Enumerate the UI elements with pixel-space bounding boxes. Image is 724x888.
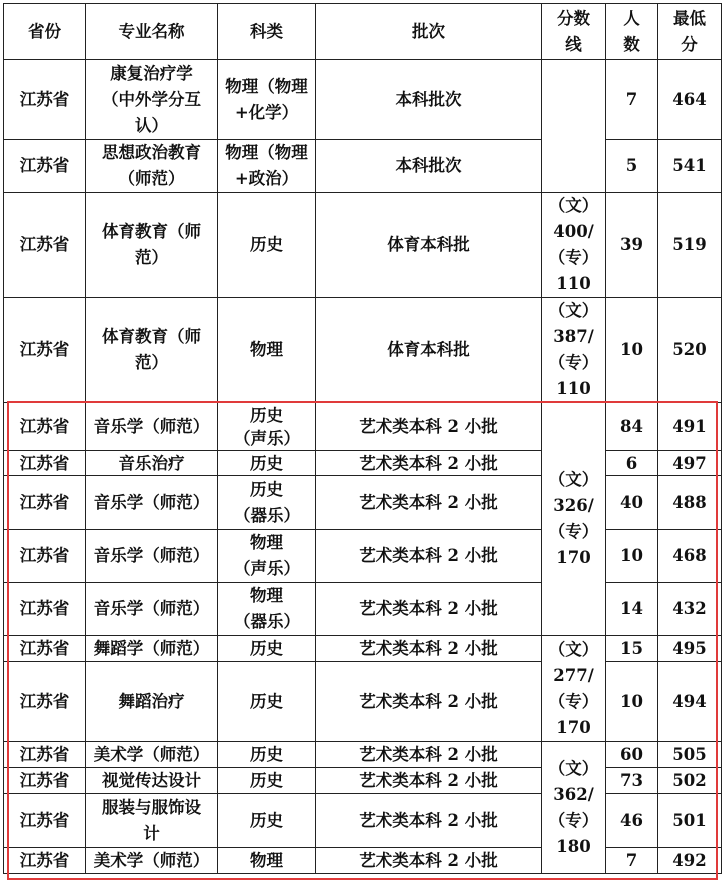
min-score-cell: 495 xyxy=(658,636,722,662)
province-cell: 江苏省 xyxy=(4,476,86,530)
province-cell: 江苏省 xyxy=(4,530,86,583)
province-cell: 江苏省 xyxy=(4,662,86,742)
batch-cell: 体育本科批 xyxy=(316,298,542,403)
header-min-score: 最低分 xyxy=(658,4,722,60)
min-score-cell: 541 xyxy=(658,140,722,193)
count-cell: 7 xyxy=(606,848,658,874)
score-line-cell: （文）387/（专）110 xyxy=(542,298,606,403)
major-cell: 服装与服饰设计 xyxy=(86,794,218,848)
batch-cell: 体育本科批 xyxy=(316,193,542,298)
batch-cell: 艺术类本科 2 小批 xyxy=(316,662,542,742)
table-row xyxy=(4,768,722,794)
count-cell: 7 xyxy=(606,60,658,140)
header-score-line: 分数线 xyxy=(542,4,606,60)
count-cell: 60 xyxy=(606,742,658,768)
major-cell: 舞蹈治疗 xyxy=(86,662,218,742)
table-row xyxy=(4,662,722,742)
category-cell: 历史 xyxy=(218,451,316,476)
score-line-cell-merged: （文）326/（专）170 xyxy=(542,403,606,636)
batch-cell: 艺术类本科 2 小批 xyxy=(316,636,542,662)
min-score-cell: 464 xyxy=(658,60,722,140)
major-cell: 视觉传达设计 xyxy=(86,768,218,794)
province-cell: 江苏省 xyxy=(4,768,86,794)
category-cell: 物理（物理+化学） xyxy=(218,60,316,140)
batch-cell: 艺术类本科 2 小批 xyxy=(316,530,542,583)
major-cell: 体育教育（师范） xyxy=(86,193,218,298)
table-row xyxy=(4,476,722,530)
min-score-cell: 494 xyxy=(658,662,722,742)
min-score-cell: 520 xyxy=(658,298,722,403)
count-cell: 15 xyxy=(606,636,658,662)
table-row xyxy=(4,193,722,298)
major-cell: 音乐学（师范） xyxy=(86,583,218,636)
count-cell: 14 xyxy=(606,583,658,636)
category-cell: 历史 xyxy=(218,662,316,742)
table-row xyxy=(4,298,722,403)
table-row xyxy=(4,636,722,662)
batch-cell: 艺术类本科 2 小批 xyxy=(316,768,542,794)
major-cell: 音乐学（师范） xyxy=(86,530,218,583)
count-cell: 39 xyxy=(606,193,658,298)
count-cell: 10 xyxy=(606,530,658,583)
category-cell: 历史（器乐） xyxy=(218,476,316,530)
header-count: 人数 xyxy=(606,4,658,60)
category-cell: 历史 xyxy=(218,794,316,848)
category-cell: 物理（声乐） xyxy=(218,530,316,583)
table-row xyxy=(4,140,722,193)
category-cell: 历史（声乐） xyxy=(218,403,316,451)
header-row xyxy=(4,4,722,60)
category-cell: 物理（物理+政治） xyxy=(218,140,316,193)
header-batch: 批次 xyxy=(316,4,542,60)
province-cell: 江苏省 xyxy=(4,193,86,298)
category-cell: 历史 xyxy=(218,193,316,298)
province-cell: 江苏省 xyxy=(4,636,86,662)
min-score-cell: 491 xyxy=(658,403,722,451)
table-row xyxy=(4,794,722,848)
province-cell: 江苏省 xyxy=(4,298,86,403)
table-row xyxy=(4,583,722,636)
category-cell: 历史 xyxy=(218,636,316,662)
province-cell: 江苏省 xyxy=(4,403,86,451)
major-cell: 美术学（师范） xyxy=(86,848,218,874)
major-cell: 体育教育（师范） xyxy=(86,298,218,403)
min-score-cell: 502 xyxy=(658,768,722,794)
batch-cell: 本科批次 xyxy=(316,60,542,140)
province-cell: 江苏省 xyxy=(4,794,86,848)
score-line-cell: （文）400/（专）110 xyxy=(542,193,606,298)
batch-cell: 本科批次 xyxy=(316,140,542,193)
score-line-cell-merged: （文）362/（专）180 xyxy=(542,742,606,874)
count-cell: 40 xyxy=(606,476,658,530)
province-cell: 江苏省 xyxy=(4,140,86,193)
batch-cell: 艺术类本科 2 小批 xyxy=(316,742,542,768)
table-row xyxy=(4,403,722,451)
major-cell: 美术学（师范） xyxy=(86,742,218,768)
min-score-cell: 492 xyxy=(658,848,722,874)
count-cell: 10 xyxy=(606,298,658,403)
min-score-cell: 497 xyxy=(658,451,722,476)
header-major: 专业名称 xyxy=(86,4,218,60)
category-cell: 物理 xyxy=(218,298,316,403)
count-cell: 5 xyxy=(606,140,658,193)
min-score-cell: 505 xyxy=(658,742,722,768)
batch-cell: 艺术类本科 2 小批 xyxy=(316,794,542,848)
min-score-cell: 519 xyxy=(658,193,722,298)
province-cell: 江苏省 xyxy=(4,742,86,768)
score-line-cell-empty xyxy=(542,60,606,193)
count-cell: 73 xyxy=(606,768,658,794)
major-cell: 音乐学（师范） xyxy=(86,403,218,451)
major-cell: 音乐治疗 xyxy=(86,451,218,476)
min-score-cell: 488 xyxy=(658,476,722,530)
header-category: 科类 xyxy=(218,4,316,60)
category-cell: 物理（器乐） xyxy=(218,583,316,636)
min-score-cell: 468 xyxy=(658,530,722,583)
batch-cell: 艺术类本科 2 小批 xyxy=(316,451,542,476)
admission-score-table xyxy=(3,3,722,874)
min-score-cell: 501 xyxy=(658,794,722,848)
category-cell: 物理 xyxy=(218,848,316,874)
batch-cell: 艺术类本科 2 小批 xyxy=(316,848,542,874)
batch-cell: 艺术类本科 2 小批 xyxy=(316,403,542,451)
major-cell: 舞蹈学（师范） xyxy=(86,636,218,662)
province-cell: 江苏省 xyxy=(4,848,86,874)
count-cell: 6 xyxy=(606,451,658,476)
table-row xyxy=(4,848,722,874)
category-cell: 历史 xyxy=(218,742,316,768)
min-score-cell: 432 xyxy=(658,583,722,636)
major-cell: 音乐学（师范） xyxy=(86,476,218,530)
count-cell: 46 xyxy=(606,794,658,848)
province-cell: 江苏省 xyxy=(4,451,86,476)
table-row xyxy=(4,451,722,476)
batch-cell: 艺术类本科 2 小批 xyxy=(316,583,542,636)
count-cell: 10 xyxy=(606,662,658,742)
count-cell: 84 xyxy=(606,403,658,451)
table-row xyxy=(4,742,722,768)
category-cell: 历史 xyxy=(218,768,316,794)
province-cell: 江苏省 xyxy=(4,60,86,140)
major-cell: 思想政治教育（师范） xyxy=(86,140,218,193)
table-row xyxy=(4,530,722,583)
score-line-cell-merged: （文）277/（专）170 xyxy=(542,636,606,742)
batch-cell: 艺术类本科 2 小批 xyxy=(316,476,542,530)
header-province: 省份 xyxy=(4,4,86,60)
table-row xyxy=(4,60,722,140)
major-cell: 康复治疗学（中外学分互认） xyxy=(86,60,218,140)
province-cell: 江苏省 xyxy=(4,583,86,636)
